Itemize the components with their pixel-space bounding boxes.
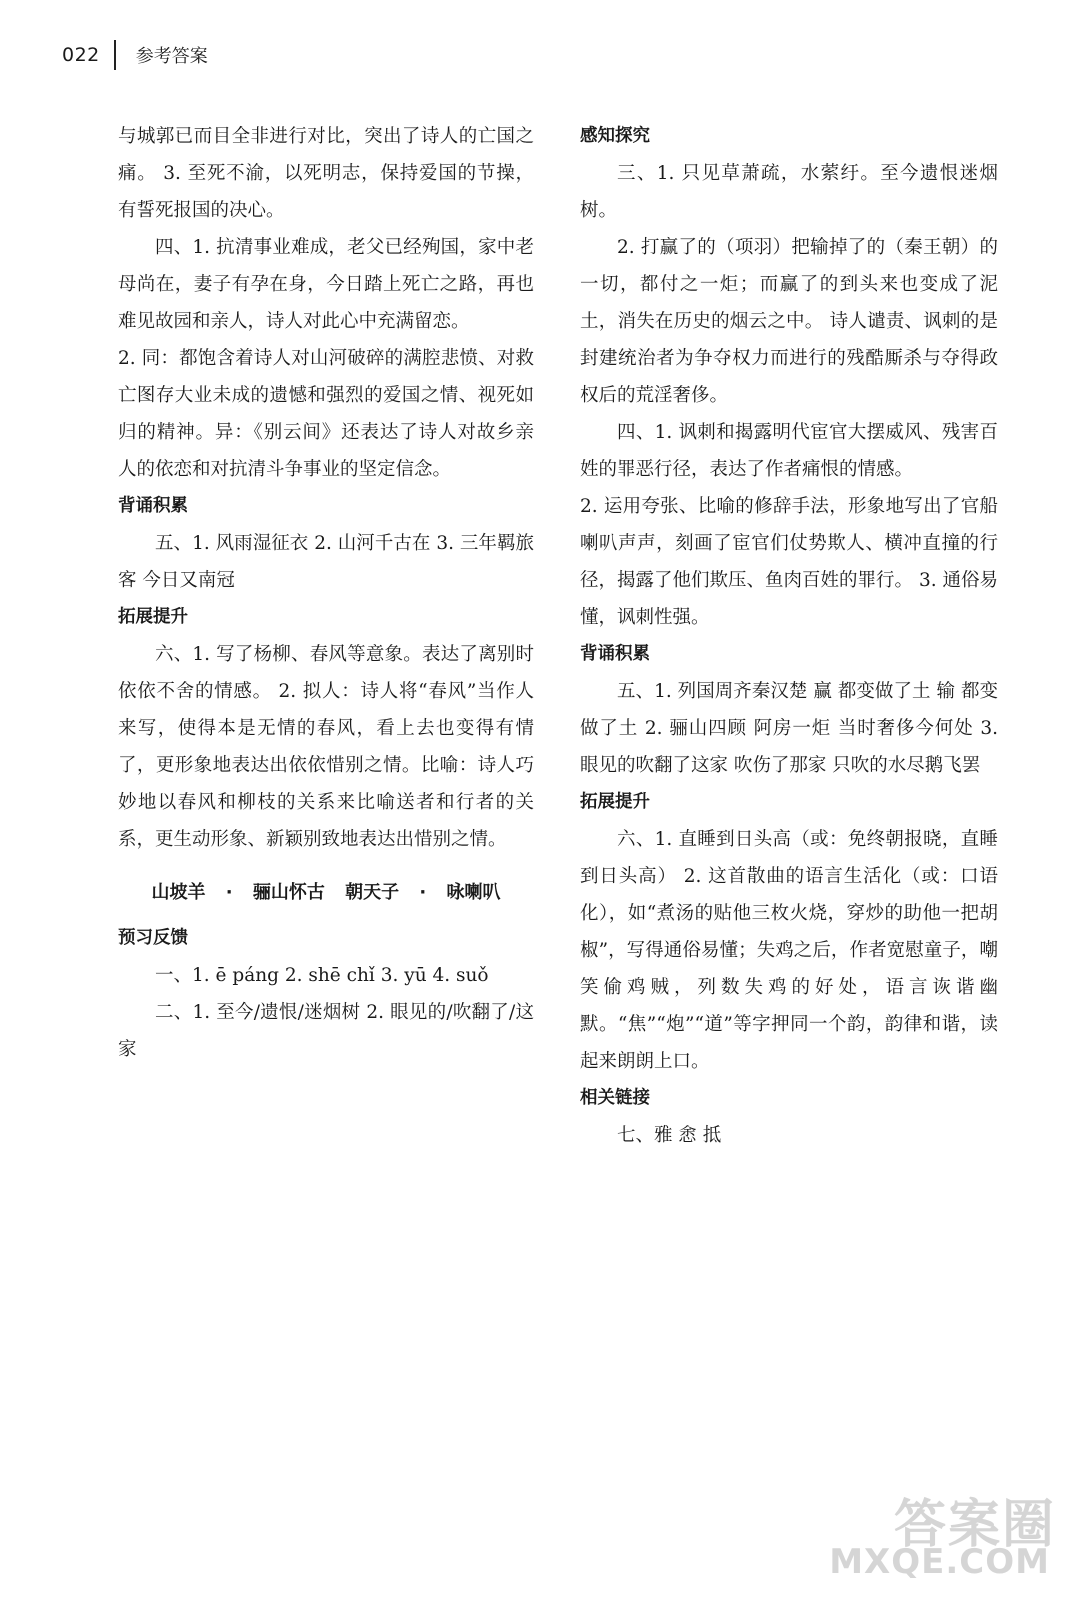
answer-paragraph: 一、1. ē páng 2. shē chǐ 3. yū 4. suǒ xyxy=(155,965,489,986)
watermark-logo xyxy=(806,1482,1056,1582)
answer-paragraph: 二、1. 至今/遗恨/迷烟树 2. 眼见的/吹翻了/这家 xyxy=(118,1002,534,1060)
header-divider xyxy=(114,40,116,70)
watermark-text: 答案圈 xyxy=(893,1495,1056,1555)
answer-paragraph: 六、1. 写了杨柳、春风等意象。表达了离别时依依不舍的情感。 2. 拟人：诗人将“春风”当作人来写，使得本是无情的春风，看上去也变得有情了，更形象地表达出依依惜别之情。比喻：诗人巧妙地以春风和柳枝的关系来比喻送者和行者的关系，更生动形象、新颖别致地表达出惜别之情。 xyxy=(118,644,534,850)
answer-paragraph: 与城郭已而目全非进行对比，突出了诗人的亡国之痛。 3. 至死不渝，以死明志，保持爱国的节操，有誓死报国的决心。 xyxy=(118,126,534,221)
answer-paragraph: 七、雅 悆 抵 xyxy=(617,1125,722,1146)
section-heading: 感知探究 xyxy=(580,126,650,146)
section-heading: 预习反馈 xyxy=(118,928,188,948)
answer-paragraph: 三、1. 只见草萧疏，水萦纡。至今遗恨迷烟树。 xyxy=(580,163,998,221)
watermark-url: MXQE.COM xyxy=(829,1542,1050,1582)
section-heading: 背诵积累 xyxy=(118,496,188,516)
right-column xyxy=(580,118,998,1154)
lesson-title: 山坡羊 · 骊山怀古 朝天子 · 咏喇叭 xyxy=(151,882,501,903)
answer-paragraph: 2. 同：都饱含着诗人对山河破碎的满腔悲愤、对救亡图存大业未成的遗憾和强烈的爱国之情、视死如归的精神。异：《别云间》还表达了诗人对故乡亲人的依恋和对抗清斗争事业的坚定信念。 xyxy=(118,348,534,480)
answer-paragraph: 四、1. 抗清事业难成，老父已经殉国，家中老母尚在，妻子有孕在身，今日踏上死亡之路，再也难见故园和亲人，诗人对此心中充满留恋。 xyxy=(118,237,534,332)
section-heading: 背诵积累 xyxy=(580,644,650,664)
page-number: 022 xyxy=(62,44,100,66)
answer-paragraph: 五、1. 风雨湿征衣 2. 山河千古在 3. 三年羁旅客 今日又南冠 xyxy=(118,533,534,591)
section-heading: 拓展提升 xyxy=(118,607,188,627)
answer-paragraph: 四、1. 讽刺和揭露明代宦官大摆威风、残害百姓的罪恶行径，表达了作者痛恨的情感。 xyxy=(580,422,998,480)
answer-paragraph: 2. 打赢了的（项羽）把输掉了的（秦王朝）的一切，都付之一炬；而赢了的到头来也变成了泥土，消失在历史的烟云之中。 诗人谴责、讽刺的是封建统治者为争夺权力而进行的残酷厮杀与夺得政权后的荒淫奢侈。 xyxy=(580,237,998,406)
section-heading: 相关链接 xyxy=(580,1088,650,1108)
page-header xyxy=(62,38,208,72)
answer-paragraph: 六、1. 直睡到日头高（或：免终朝报晓，直睡到日头高） 2. 这首散曲的语言生活化（或：口语化），如“煮汤的贴他三枚火烧，穿炒的助他一把胡椒”，写得通俗易懂；失鸡之后，作者宽慰童子，嘲笑偷鸡贼，列数失鸡的好处，语言诙谐幽默。“焦”“炮”“道”等字押同一个韵，韵律和谐，读起来朗朗上口。 xyxy=(580,829,998,1072)
left-column xyxy=(118,118,534,1068)
section-heading: 拓展提升 xyxy=(580,792,650,812)
header-title: 参考答案 xyxy=(135,46,208,67)
answer-paragraph: 五、1. 列国周齐秦汉楚 赢 都变做了土 输 都变做了土 2. 骊山四顾 阿房一炬 当时奢侈今何处 3. 眼见的吹翻了这家 吹伤了那家 只吹的水尽鹅飞罢 xyxy=(580,681,998,776)
answer-paragraph: 2. 运用夸张、比喻的修辞手法，形象地写出了官船喇叭声声，刻画了宦官们仗势欺人、横冲直撞的行径，揭露了他们欺压、鱼肉百姓的罪行。 3. 通俗易懂，讽刺性强。 xyxy=(580,496,998,628)
